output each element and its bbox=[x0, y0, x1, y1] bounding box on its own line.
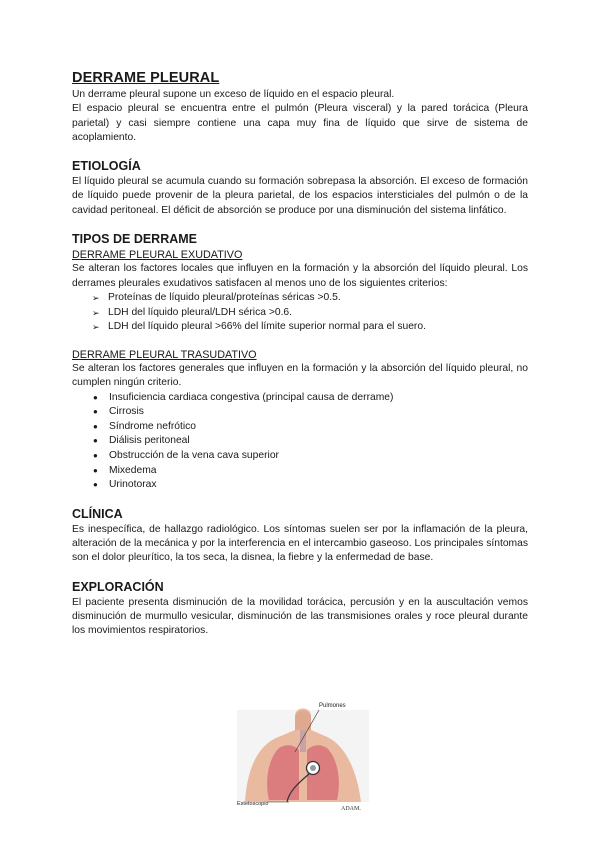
list-item bbox=[92, 320, 528, 335]
list-item bbox=[92, 420, 528, 435]
illustration-svg bbox=[237, 700, 369, 812]
arrow-bullet-icon: ➢ bbox=[92, 292, 100, 303]
intro-paragraph-2: El espacio pleural se encuentra entre el pulmón (Pleura visceral) y la pared torácica (Pleura parietal) y casi siempre contiene una capa muy fina de líquido que sirve de sistema de acoplamiento. bbox=[72, 103, 528, 143]
list-item bbox=[92, 306, 528, 321]
cause-text: Diálisis peritoneal bbox=[109, 435, 190, 447]
list-item bbox=[92, 464, 528, 479]
section-etiologia bbox=[72, 159, 528, 218]
etiologia-text: El líquido pleural se acumula cuando su formación sobrepasa la absorción. El exceso de formación de líquido puede provenir de la pleura parietal, de los espacios intersticiales del pulmón o de la cavidad peritoneal. El déficit de absorción se produce por una disminución del sistema linfático. bbox=[72, 176, 528, 216]
list-item bbox=[92, 405, 528, 420]
section-tipos bbox=[72, 232, 528, 493]
cause-text: Urinotorax bbox=[109, 479, 157, 491]
dot-bullet-icon: ● bbox=[93, 421, 98, 431]
criteria-text: LDH del líquido pleural/LDH sérica >0.6. bbox=[108, 306, 293, 318]
criteria-text: LDH del líquido pleural >66% del límite superior normal para el suero. bbox=[108, 321, 426, 333]
section-clinica bbox=[72, 507, 528, 566]
dot-bullet-icon: ● bbox=[93, 451, 98, 461]
list-item bbox=[92, 391, 528, 406]
trasudativo-causes-list bbox=[72, 391, 528, 493]
criteria-text: Proteínas de líquido pleural/proteínas séricas >0.5. bbox=[108, 291, 341, 303]
list-item bbox=[92, 478, 528, 493]
list-item bbox=[92, 291, 528, 306]
heading-etiologia: ETIOLOGÍA bbox=[72, 159, 141, 174]
dot-bullet-icon: ● bbox=[93, 392, 98, 402]
neck-shape bbox=[295, 711, 311, 731]
subheading-trasudativo: DERRAME PLEURAL TRASUDATIVO bbox=[72, 348, 257, 361]
cause-text: Mixedema bbox=[109, 464, 157, 476]
heading-clinica: CLÍNICA bbox=[72, 506, 123, 521]
stethoscope-diaphragm bbox=[310, 765, 316, 771]
document-body bbox=[72, 70, 528, 639]
exploracion-text: El paciente presenta disminución de la movilidad torácica, percusión y en la auscultación vemos disminución de murmullo vesicular, disminución de las transmisiones orales y roce pleural durante los movimientos respiratorios. bbox=[72, 596, 528, 637]
document-title: DERRAME PLEURAL bbox=[72, 70, 220, 86]
arrow-bullet-icon: ➢ bbox=[92, 322, 100, 333]
label-pulmones: Pulmones bbox=[319, 703, 346, 709]
adam-brand-logo: ADAM. bbox=[341, 806, 361, 812]
dot-bullet-icon: ● bbox=[93, 407, 98, 417]
exudativo-text: Se alteran los factores locales que influyen en la formación y la absorción del líquido pleural. Los derrames pleurales exudativos satisfacen al menos uno de los siguientes criterios: bbox=[72, 263, 528, 289]
cause-text: Insuficiencia cardiaca congestiva (principal causa de derrame) bbox=[109, 391, 394, 403]
trachea-shape bbox=[300, 730, 306, 752]
label-estetoscopio: Estetoscopio bbox=[237, 801, 269, 807]
list-item bbox=[92, 449, 528, 464]
list-item bbox=[92, 434, 528, 449]
heading-exploracion: EXPLORACIÓN bbox=[72, 579, 164, 594]
heading-tipos: TIPOS DE DERRAME bbox=[72, 232, 198, 247]
dot-bullet-icon: ● bbox=[93, 480, 98, 490]
auscultation-illustration bbox=[237, 700, 369, 812]
trasudativo-text: Se alteran los factores generales que influyen en la formación y la absorción del líquido pleural, no cumplen ningún criterio. bbox=[72, 363, 528, 389]
exudativo-criteria-list bbox=[72, 291, 528, 335]
subsection-trasudativo bbox=[72, 348, 528, 493]
intro-paragraph-1: Un derrame pleural supone un exceso de líquido en el espacio pleural. bbox=[72, 89, 395, 100]
subheading-exudativo: DERRAME PLEURAL EXUDATIVO bbox=[72, 249, 243, 262]
arrow-bullet-icon: ➢ bbox=[92, 307, 100, 318]
dot-bullet-icon: ● bbox=[93, 436, 98, 446]
cause-text: Cirrosis bbox=[109, 406, 144, 418]
clinica-text: Es inespecífica, de hallazgo radiológico. Los síntomas suelen ser por la inflamación de la pleura, alteración de la mecánica y por la interferencia en el intercambio gaseoso. Los principales síntomas son el dolor pleurítico, la tos seca, la disnea, la fiebre y la enfermedad de base. bbox=[72, 523, 528, 564]
section-exploracion bbox=[72, 580, 528, 639]
cause-text: Obstrucción de la vena cava superior bbox=[109, 450, 279, 462]
dot-bullet-icon: ● bbox=[93, 465, 98, 475]
cause-text: Síndrome nefrótico bbox=[109, 420, 196, 432]
